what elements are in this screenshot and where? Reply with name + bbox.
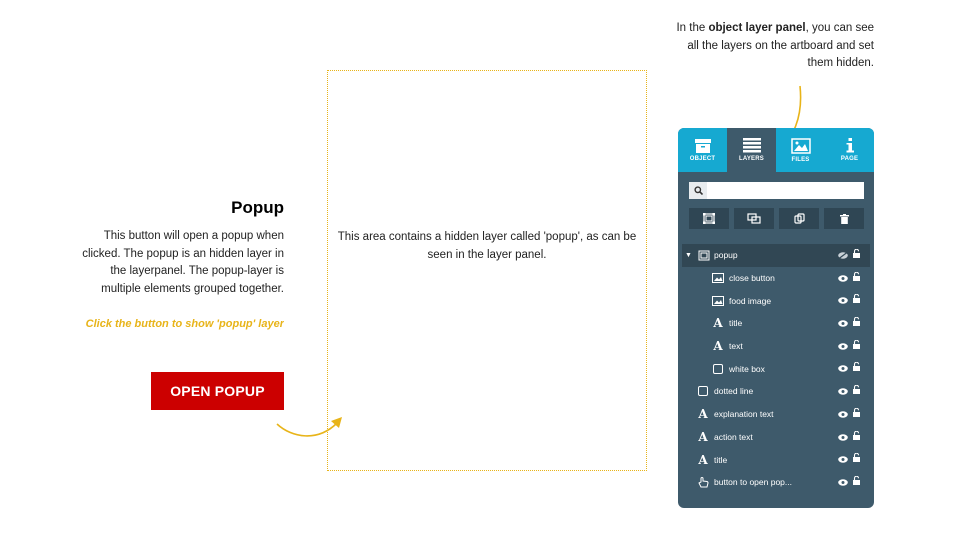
panel-tabs (678, 128, 874, 172)
action-text: Click the button to show 'popup' layer (85, 318, 284, 330)
area-text: This area contains a hidden layer called 'popup', as can be seen in the layer panel. (337, 231, 637, 261)
info-icon (845, 138, 855, 153)
layer-name: popup (714, 250, 738, 261)
image-icon (712, 272, 724, 284)
callout-prefix: In the (676, 22, 709, 34)
object-layer-panel (678, 128, 874, 508)
text-icon: A (713, 339, 723, 354)
layer-row-food-image[interactable] (678, 289, 874, 312)
tab-label: LAYERS (739, 156, 764, 162)
layers-icon (743, 138, 761, 153)
lock-open-icon[interactable] (853, 453, 860, 464)
rectangle-icon (697, 385, 709, 397)
text-icon: A (698, 407, 708, 422)
lock-open-icon[interactable] (853, 408, 860, 419)
lock-open-icon[interactable] (853, 385, 860, 396)
eye-icon[interactable] (838, 433, 848, 443)
layer-row-text[interactable] (678, 335, 874, 358)
text-icon: A (713, 316, 723, 331)
lock-open-icon[interactable] (853, 362, 860, 373)
eye-icon[interactable] (838, 342, 848, 352)
duplicate-icon (794, 213, 805, 224)
tab-label: PAGE (840, 156, 859, 162)
layer-search (689, 182, 864, 199)
layer-row-button-to-open-popup[interactable] (678, 471, 874, 494)
layer-name: title (714, 454, 728, 465)
layer-search-input[interactable] (707, 183, 864, 198)
caret-down-icon[interactable]: ▼ (685, 251, 692, 259)
explanation-text: This button will open a popup when clicked. The popup is an hidden layer in the layerpanel. The popup-layer is multiple elements grouped together. (82, 230, 284, 295)
rectangle-icon (712, 363, 724, 375)
tab-object[interactable] (678, 128, 727, 172)
eye-icon[interactable] (838, 410, 848, 420)
eye-icon[interactable] (838, 387, 848, 397)
eye-icon[interactable] (838, 274, 848, 284)
ungroup-icon (747, 213, 761, 224)
lock-open-icon[interactable] (853, 340, 860, 351)
layer-name: food image (729, 295, 772, 306)
layer-row-explanation-text[interactable] (678, 403, 874, 426)
box-icon (694, 138, 712, 153)
eye-icon[interactable] (838, 296, 848, 306)
popup-description (80, 196, 284, 336)
image-icon (791, 138, 811, 154)
open-popup-button[interactable]: OPEN POPUP (151, 372, 284, 410)
group-icon (703, 213, 715, 224)
layer-name: close button (729, 273, 775, 284)
lock-open-icon[interactable] (853, 476, 860, 487)
layer-name: action text (714, 431, 753, 442)
layer-row-action-text[interactable] (678, 426, 874, 449)
eye-hidden-icon[interactable] (838, 251, 848, 261)
tab-label: OBJECT (689, 156, 716, 162)
tab-page[interactable] (825, 128, 874, 172)
search-icon (689, 182, 707, 199)
text-icon: A (698, 429, 708, 444)
ungroup-button[interactable] (734, 208, 774, 229)
image-icon (712, 295, 724, 307)
lock-open-icon[interactable] (853, 294, 860, 305)
section-title: Popup (231, 198, 284, 217)
layer-row-white-box[interactable] (678, 357, 874, 380)
layer-row-popup[interactable] (682, 244, 870, 267)
delete-button[interactable] (824, 208, 864, 229)
tab-label: FILES (791, 156, 810, 163)
layer-name: white box (729, 363, 765, 374)
layer-row-title-2[interactable] (678, 448, 874, 471)
layer-toolbar (689, 208, 864, 229)
lock-open-icon[interactable] (853, 431, 860, 442)
pointer-hand-icon (697, 476, 709, 488)
layer-name: title (729, 318, 743, 329)
lock-open-icon[interactable] (853, 317, 860, 328)
lock-open-icon[interactable] (853, 272, 860, 283)
hidden-popup-area (327, 70, 647, 471)
layer-list (678, 244, 874, 494)
layer-row-dotted-line[interactable] (678, 380, 874, 403)
eye-icon[interactable] (838, 455, 848, 465)
layer-name: text (729, 341, 743, 352)
layer-row-title[interactable] (678, 312, 874, 335)
tab-layers[interactable] (727, 128, 776, 172)
layer-row-close-button[interactable] (678, 267, 874, 290)
layer-panel-callout (674, 20, 874, 73)
layer-name: dotted line (714, 386, 754, 397)
eye-icon[interactable] (838, 319, 848, 329)
callout-suffix: , you can see all the layers on the artboard and set them hidden. (687, 22, 874, 69)
trash-icon (840, 214, 849, 224)
callout-bold: object layer panel (708, 22, 806, 34)
layer-name: button to open pop... (714, 477, 792, 488)
tab-files[interactable] (776, 128, 825, 172)
duplicate-button[interactable] (779, 208, 819, 229)
eye-icon[interactable] (838, 478, 848, 488)
group-icon (698, 249, 710, 261)
layer-name: explanation text (714, 409, 774, 420)
eye-icon[interactable] (838, 364, 848, 374)
lock-open-icon[interactable] (853, 249, 860, 260)
text-icon: A (698, 452, 708, 467)
group-button[interactable] (689, 208, 729, 229)
